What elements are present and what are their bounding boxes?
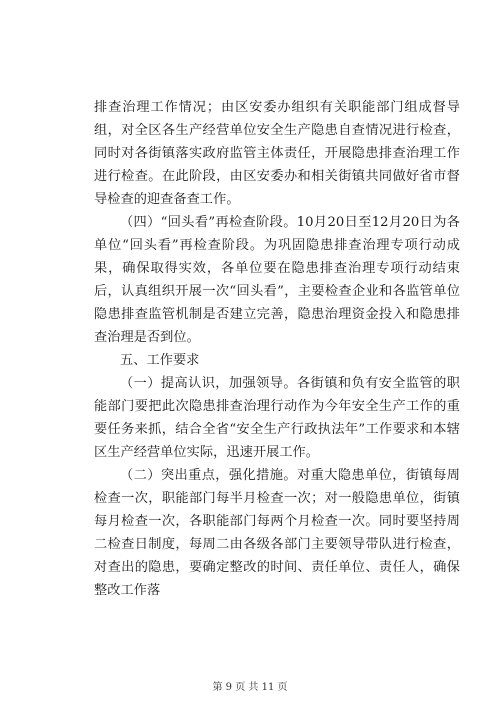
paragraph-highlight-priorities: （二）突出重点，强化措施。对重大隐患单位，街镇每周检查一次，职能部门每半月检查一次；对一般隐患单位，街镇每月检查一次，各职能部门每两个月检查一次。同时要坚持周二检查日制度，每周二由各级各部门主要领导带队进行检查，对查出的隐患，要确定整改的时间、责任单位、责任人，确保整改工作落 bbox=[94, 468, 460, 598]
section-heading-work-requirements: 五、工作要求 bbox=[120, 353, 200, 368]
page-footer: 第 9 页 共 11 页 bbox=[212, 682, 288, 693]
paragraph-inspection-continuation: 排查治理工作情况；由区安委办组织有关职能部门组成督导组，对全区各生产经营单位安全生产隐患自查情况进行检查，同时对各街镇落实政府监管主体责任，开展隐患排查治理工作进行检查。在此阶段，由区安委办和相关街镇共同做好省市督导检查的迎查备查工作。 bbox=[94, 100, 460, 207]
paragraph-review-stage: （四）“回头看”再检查阶段。10月20日至12月20日为各单位“回头看”再检查阶段。为巩固隐患排查治理专项行动成果，确保取得实效，各单位要在隐患排查治理专项行动结束后，认真组织开展一次“回头看”，主要检查企业和各监管单位隐患排查监管机制是否建立完善，隐患治理资金投入和隐患排查治理是否到位。 bbox=[94, 215, 460, 345]
paragraph-raise-awareness: （一）提高认识，加强领导。各街镇和负有安全监管的职能部门要把此次隐患排查治理行动作为今年安全生产工作的重要任务来抓，结合全省“安全生产行政执法年”工作要求和本辖区生产经营单位实际，迅速开展工作。 bbox=[94, 376, 460, 460]
document-body bbox=[94, 96, 460, 602]
